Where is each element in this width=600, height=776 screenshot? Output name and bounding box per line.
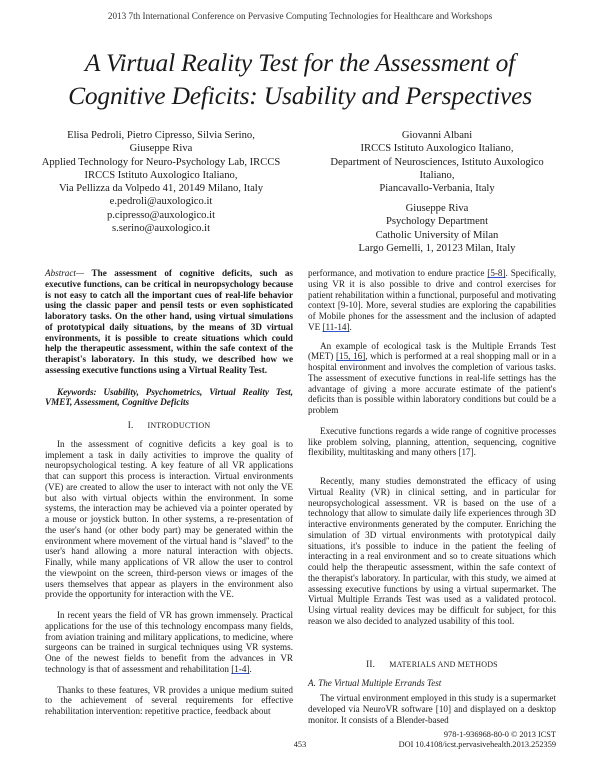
conference-header: 2013 7th International Conference on Pervasive Computing Technologies for Healthcare and Workshops	[107, 11, 493, 21]
author-department-2: Italiano,	[419, 169, 455, 181]
author-institution: IRCCS Istituto Auxologico Italiano,	[84, 169, 238, 181]
right-paragraph-1: performance, and motivation to endure practice [5-8]. Specifically, using VR it is also possible to drive and control exercises for patient rehabilitation within a functional, purposeful and motivating context [9-10]. More, several studies are exploring the capabilities of Mobile phones for the assessment and the inclusion of adapted VE [11-14].	[308, 268, 556, 332]
citation-link[interactable]: [5-8]	[487, 268, 506, 278]
footer-doi-block	[399, 740, 556, 750]
author-institution: IRCCS Istituto Auxologico Italiano,	[360, 143, 514, 155]
right-paragraph-3: Executive functions regards a wide range of cognitive processes like problem solving, planning, attention, sequencing, cognitive flexibility, multitasking and many others [17].	[308, 425, 556, 458]
author-department: Department of Neurosciences, Istituto Auxologico	[330, 156, 544, 168]
footer-doi: DOI 10.4108/icst.pervasivehealth.2013.252359	[398, 740, 556, 749]
author-address: Largo Gemelli, 1, 20123 Milan, Italy	[358, 242, 516, 254]
title-line-2: Cognitive Deficits: Usability and Perspectives	[68, 81, 532, 110]
author-name: Giuseppe Riva	[405, 203, 469, 214]
citation-link[interactable]: [1-4]	[231, 663, 250, 674]
author-name: Giovanni Albani	[401, 130, 473, 141]
author-lab: Applied Technology for Neuro-Psychology Lab, IRCCS	[41, 156, 281, 168]
footer-isbn-doi	[444, 730, 556, 740]
authors-left	[40, 129, 282, 235]
author-email-3[interactable]: s.serino@auxologico.it	[111, 223, 211, 235]
keywords: Keywords: Usability, Psychometrics, Virtual Reality Test, VMET, Assessment, Cognitive Deficits	[45, 386, 293, 408]
author-university: Catholic University of Milan	[375, 229, 499, 241]
abstract-lead: Abstract	[45, 268, 76, 278]
author-names: Elisa Pedroli, Pietro Cipresso, Silvia Serino,	[67, 130, 255, 141]
author-email-1[interactable]: e.pedroli@auxologico.it	[109, 196, 213, 208]
left-column	[45, 268, 293, 717]
authors-right-1	[312, 129, 562, 195]
author-department: Psychology Department	[385, 216, 489, 228]
authors-right-2	[312, 202, 562, 255]
intro-paragraph-1: In the assessment of cognitive deficits a key goal is to implement a task in daily activities to improve the quality of neuropsychological testing. A key feature of all VR applications that can support this process is interaction. Virtual environments (VE) are created to allow the user to interact with not only the VE but also with virtual objects within the environment. In some systems, the interaction may be achieved via a pointer operated by a mouse or joystick button. In other systems, a re-presentation of the user's hand (or other body part) may be generated within the environment where movement of the virtual hand is "slaved" to the user's hand allowing a more natural interaction with objects. Finally, while many applications of VR allow the user to control the viewpoint on the screen, third-person views or images of the users themselves that appear as players in the environment also provide the opportunity for interaction with the VE.	[45, 438, 293, 600]
page-number: 453	[293, 740, 307, 749]
paper-title	[40, 46, 560, 112]
author-email-2[interactable]: p.cipresso@auxologico.it	[106, 209, 216, 221]
subsection-a-heading: A. The Virtual Multiple Errands Test	[308, 678, 442, 689]
title-line-1: A Virtual Reality Test for the Assessment of	[84, 48, 516, 77]
footer-isbn: 978-1-936968-80-0 © 2013 ICST	[443, 730, 556, 739]
methods-paragraph-1: The virtual environment employed in this study is a supermarket developed via NeuroVR software [10] and displayed on a desktop monitor. It consists of a Blender-based	[308, 693, 556, 725]
citation-link[interactable]: [11-14]	[322, 321, 350, 332]
section-1-heading: I. INTRODUCTION	[127, 420, 211, 430]
intro-paragraph-3: Thanks to these features, VR provides a unique medium suited to the achievement of several requirements for effective rehabilitation intervention: repetitive practice, feedback about	[45, 684, 293, 716]
citation-link[interactable]: [15, 16]	[336, 351, 366, 362]
author-place: Piancavallo-Verbania, Italy	[379, 183, 495, 195]
abstract: Abstract— The assessment of cognitive deficits, such as executive functions, can be critical in neuropsychology because is not easy to catch all the important cues of real-life behavior using the classic paper and pensil tests or even sophisticated laboratory tasks. On the other hand, using virtual simulations of prototypical daily situations, by the means of 3D virtual environments, it is possible to create situations which could help the therapeutic assessment, within the safe context of the therapist's laboratory. In this study, we described how we assessing executive functions using a Virtual Reality Test.	[45, 268, 293, 375]
intro-paragraph-2: In recent years the field of VR has grown immensely. Practical applications for the use of this technology encompass many fields, from aviation training and military applications, to medicine, where surgeons can be trained in surgical techniques using VR systems. One of the newest fields to benefit from the advances in VR technology is that of assessment and rehabilitation [1-4].	[45, 610, 293, 674]
right-column	[308, 268, 556, 725]
right-paragraph-4: Recently, many studies demonstrated the efficacy of using Virtual Reality (VR) in clinical setting, and in particular for neuropsychological assessment. VR is based on the use of a technology that allow to simulate daily life experiences through 3D interactive environments generated by the computer. Enriching the simulation of 3D virtual environments with prototypical daily situations, it's possible to induce in the patient the feeling of interacting in a real environment and so to create situations which could help the therapeutic assessment, within the safe context of the therapist's laboratory. In particular, with this study, we aimed at assessing executive functions by using a virtual supermarket. The Virtual Multiple Errands Test was used as a validated protocol. Using virtual reality devices may be difficult for subject, for this reason we also decided to analyzed usability of this tool.	[308, 476, 556, 626]
abstract-body: The assessment of cognitive deficits, such as executive functions, can be critical in neuropsychology because is not easy to catch all the important cues of real-life behavior using the classic paper and pensil tests or even sophisticated laboratory tasks. On the other hand, using virtual simulations of prototypical daily situations, by the means of 3D virtual environments, it is possible to create situations which could help the therapeutic assessment, within the safe context of the therapist's laboratory. In this study, we described how we assessing executive functions using a Virtual Reality Test.	[45, 268, 293, 375]
author-names-2: Giuseppe Riva	[129, 143, 193, 155]
author-address: Via Pellizza da Volpedo 41, 20149 Milano, Italy	[58, 183, 264, 195]
section-2-heading: II. MATERIALS AND METHODS	[366, 658, 498, 669]
right-paragraph-2: An example of ecological task is the Multiple Errands Test (MET) [15, 16], which is performed at a real shopping mall or in a hospital environment and involves the completion of various tasks. The assessment of executive functions in real-life settings has the advantage of giving a more accurate estimate of the patient's deficits than is possible within laboratory conditions but could be a problem	[308, 340, 557, 415]
